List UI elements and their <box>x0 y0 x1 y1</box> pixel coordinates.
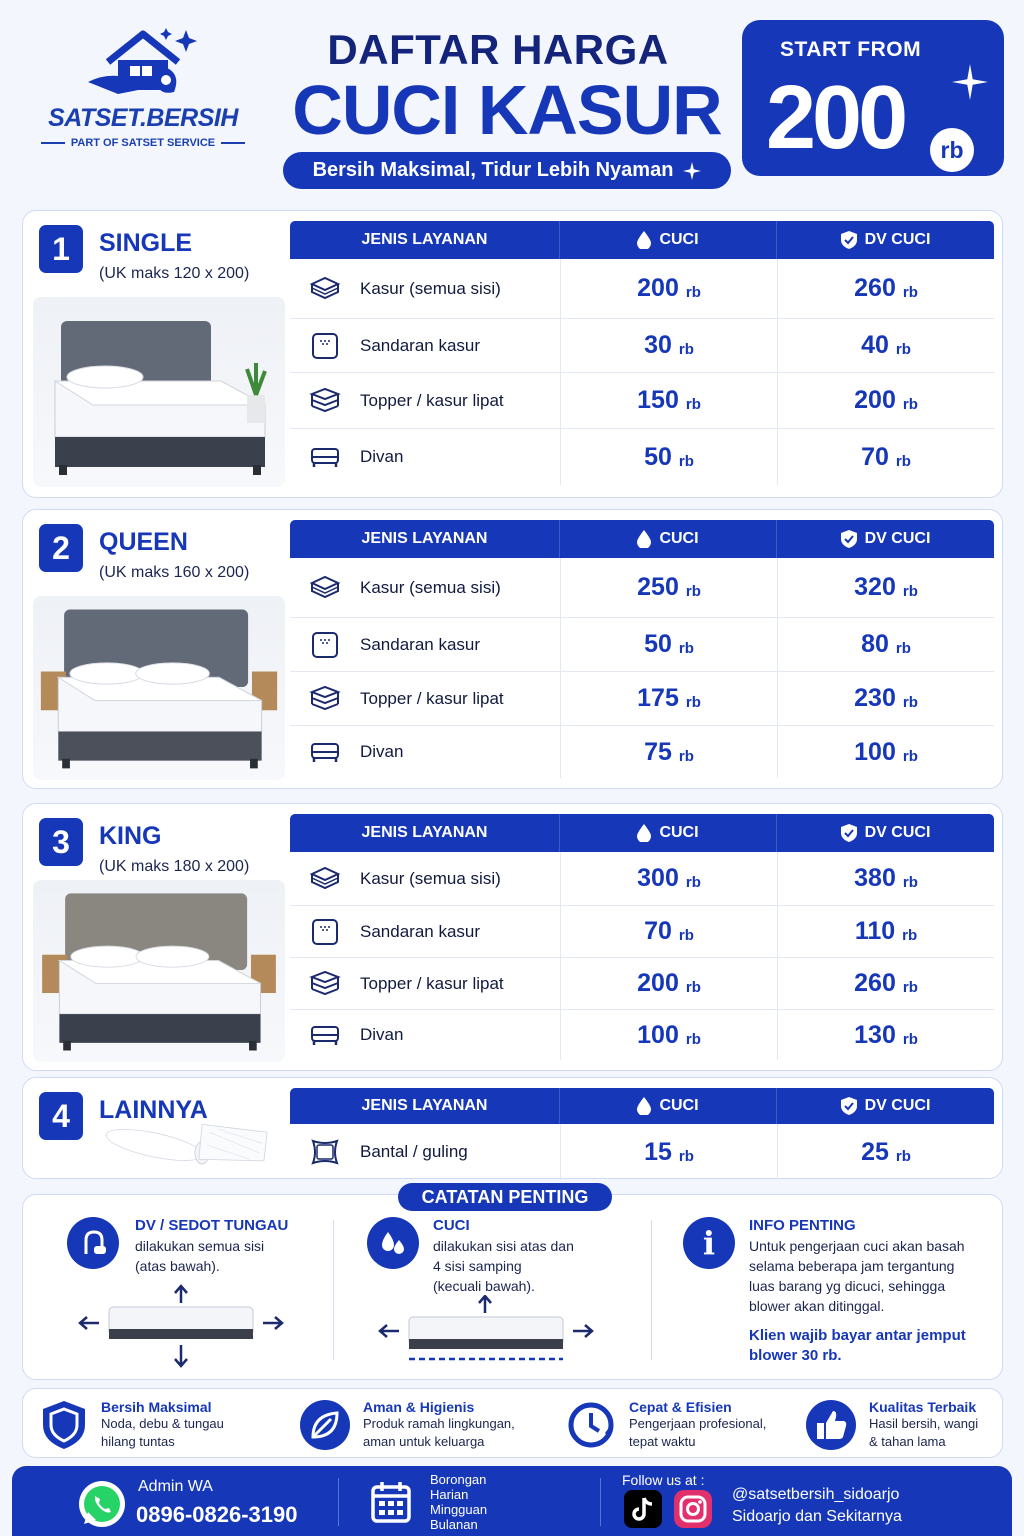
divan-icon <box>308 735 342 769</box>
table-row <box>290 618 994 672</box>
water-drop-icon <box>637 530 651 548</box>
price-cuci: 70 <box>644 917 672 945</box>
price-cuci: 200 <box>637 969 679 997</box>
price-dv: 260 <box>854 274 896 302</box>
table-row <box>290 373 994 429</box>
leaf-icon <box>299 1399 351 1451</box>
price-cuci: 250 <box>637 573 679 601</box>
header-dv: DV CUCI <box>777 221 994 259</box>
sparkle-icon <box>952 62 988 102</box>
note-info-bold: blower 30 rb. <box>749 1347 842 1364</box>
feature-text: tepat waktu <box>629 1434 696 1449</box>
mattress-icon <box>308 272 342 306</box>
header-cuci: CUCI <box>560 520 777 558</box>
pillow-bolster-image <box>83 1112 283 1170</box>
price-cuci: 200 <box>637 274 679 302</box>
shield-icon <box>39 1399 89 1451</box>
feature-title: Aman & Higienis <box>363 1399 475 1415</box>
headboard-icon <box>308 329 342 363</box>
service-name: Divan <box>360 447 404 466</box>
feature-title: Kualitas Terbaik <box>869 1399 977 1415</box>
section-name: LAINNYA <box>99 1096 208 1124</box>
water-drops-icon <box>367 1217 419 1269</box>
single-bed-image <box>33 297 285 487</box>
brand-name: SATSET.BERSIH <box>48 104 238 132</box>
section-king <box>22 803 1003 1071</box>
price-dv: 230 <box>854 684 896 712</box>
table-row <box>290 1124 994 1180</box>
vacuum-icon <box>67 1217 119 1269</box>
note-info-text: selama beberapa jam tergantung <box>749 1258 955 1274</box>
info-icon: i <box>683 1217 735 1269</box>
price-cuci: 175 <box>637 684 679 712</box>
shield-check-icon <box>841 231 857 249</box>
price-unit: rb <box>902 927 918 944</box>
tiktok-icon[interactable] <box>624 1490 662 1528</box>
table-header <box>290 1088 994 1124</box>
price-cuci: 50 <box>644 442 672 471</box>
header-service: JENIS LAYANAN <box>290 221 560 259</box>
shield-check-icon <box>841 1097 857 1115</box>
follow-label: Follow us at : <box>622 1472 705 1488</box>
divan-icon <box>308 1018 342 1052</box>
features-bar <box>22 1388 1003 1458</box>
table-row <box>290 958 994 1010</box>
notes-title: CATATAN PENTING <box>398 1183 612 1211</box>
pillow-icon <box>308 1135 342 1169</box>
section-name: SINGLE <box>99 229 193 257</box>
price-cuci: 15 <box>644 1137 672 1166</box>
table-row <box>290 1010 994 1060</box>
header-service: JENIS LAYANAN <box>290 1088 560 1124</box>
shield-check-icon <box>841 530 857 548</box>
section-name: QUEEN <box>99 528 188 556</box>
feature-text: aman untuk keluarga <box>363 1434 485 1449</box>
price-dv: 25 <box>861 1137 889 1166</box>
note-cuci-text: (kecuali bawah). <box>433 1278 535 1294</box>
social-handle[interactable]: @satsetbersih_sidoarjo <box>732 1486 900 1503</box>
price-dv: 110 <box>854 917 896 945</box>
headboard-icon <box>308 915 342 949</box>
price-dv: 260 <box>854 969 896 997</box>
service-name: Topper / kasur lipat <box>360 688 504 708</box>
price-cuci: 30 <box>644 331 672 359</box>
schedule-list <box>430 1472 487 1532</box>
price-unit: rb <box>678 452 694 470</box>
price-unit: rb <box>902 874 918 891</box>
section-queen <box>22 509 1003 789</box>
calendar-icon <box>370 1480 412 1524</box>
price-unit: rb <box>895 341 911 358</box>
note-info-bold: Klien wajib bayar antar jemput <box>749 1327 966 1344</box>
table-row <box>290 672 994 726</box>
tagline-badge: Bersih Maksimal, Tidur Lebih Nyaman <box>283 152 731 189</box>
price-unit: rb <box>902 396 918 413</box>
mattress-top-sides-diagram <box>373 1295 603 1373</box>
table-row <box>290 429 994 485</box>
price-table <box>290 1088 994 1180</box>
service-name: Kasur (semua sisi) <box>360 577 501 597</box>
header-cuci: CUCI <box>560 1088 777 1124</box>
price-unit: rb <box>902 747 918 765</box>
price-table <box>290 520 994 778</box>
price-dv: 70 <box>861 442 889 471</box>
price-unit: rb <box>685 979 701 996</box>
note-dv-heading: DV / SEDOT TUNGAU <box>135 1217 289 1234</box>
note-cuci-text: 4 sisi samping <box>433 1258 522 1274</box>
price-table <box>290 221 994 485</box>
note-cuci-heading: CUCI <box>433 1217 470 1234</box>
divan-icon <box>308 440 342 474</box>
header-service: JENIS LAYANAN <box>290 520 560 558</box>
section-number: 4 <box>39 1092 83 1140</box>
table-row <box>290 852 994 906</box>
shield-check-icon <box>841 824 857 842</box>
section-lainnya <box>22 1077 1003 1179</box>
price-unit: rb <box>685 874 701 891</box>
section-name: KING <box>99 822 162 850</box>
price-unit: rb <box>902 1030 918 1048</box>
water-drop-icon <box>637 1097 651 1115</box>
table-row <box>290 319 994 373</box>
price-dv: 40 <box>861 331 889 359</box>
mattress-icon <box>308 571 342 605</box>
service-name: Sandaran kasur <box>360 634 481 654</box>
price-unit: rb <box>678 1147 694 1165</box>
section-size: (UK maks 180 x 200) <box>99 858 250 875</box>
note-dv-text: dilakukan semua sisi <box>135 1238 265 1254</box>
price-unit: rb <box>902 979 918 996</box>
service-area: Sidoarjo dan Sekitarnya <box>732 1508 902 1525</box>
feature-text: Noda, debu & tungau <box>101 1416 224 1431</box>
schedule-item: Harian <box>430 1487 469 1502</box>
table-header <box>290 221 994 259</box>
price-cuci: 50 <box>644 630 672 658</box>
topper-icon <box>308 967 342 1001</box>
water-drop-icon <box>637 231 651 249</box>
instagram-icon[interactable] <box>674 1490 712 1528</box>
king-bed-image <box>33 880 285 1062</box>
service-name: Kasur (semua sisi) <box>360 278 501 298</box>
topper-icon <box>308 384 342 418</box>
footer-bar <box>12 1466 1012 1536</box>
price-unit: rb <box>678 341 694 358</box>
page-title: CUCI KASUR <box>292 71 722 149</box>
price-dv: 320 <box>854 573 896 601</box>
feature-text: & tahan lama <box>869 1434 946 1449</box>
price-dv: 80 <box>861 630 889 658</box>
house-clean-icon <box>78 22 208 102</box>
note-dv-text: (atas bawah). <box>135 1258 220 1274</box>
price-badge <box>742 20 1004 176</box>
headboard-icon <box>308 628 342 662</box>
price-label: START FROM <box>780 38 922 61</box>
feature-text: hilang tuntas <box>101 1434 175 1449</box>
thumbs-up-icon <box>805 1399 857 1451</box>
price-table <box>290 814 994 1060</box>
header-dv: DV CUCI <box>777 814 994 852</box>
admin-label: Admin WA <box>138 1478 213 1495</box>
notes-panel <box>22 1194 1003 1380</box>
service-name: Topper / kasur lipat <box>360 390 504 410</box>
table-row <box>290 558 994 618</box>
table-header <box>290 814 994 852</box>
note-info-text: luas barang yg dicuci, sehingga <box>749 1278 946 1294</box>
price-unit: rb <box>685 583 701 600</box>
service-name: Divan <box>360 742 404 761</box>
price-unit: rb <box>930 128 974 172</box>
section-single <box>22 210 1003 498</box>
price-cuci: 100 <box>637 1020 679 1049</box>
price-unit: rb <box>895 640 911 657</box>
price-unit: rb <box>902 583 918 600</box>
title-top: DAFTAR HARGA <box>327 26 669 73</box>
service-name: Sandaran kasur <box>360 335 481 355</box>
feature-text: Hasil bersih, wangi <box>869 1416 979 1431</box>
feature-title: Cepat & Efisien <box>629 1399 732 1415</box>
price-cuci: 75 <box>644 737 672 766</box>
schedule-item: Mingguan <box>430 1502 488 1517</box>
sparkle-icon <box>683 162 701 180</box>
price-value: 200 <box>766 68 905 168</box>
price-dv: 130 <box>854 1020 896 1049</box>
schedule-item: Bulanan <box>430 1517 478 1532</box>
price-unit: rb <box>895 452 911 470</box>
service-name: Topper / kasur lipat <box>360 973 504 993</box>
note-info-text: Untuk pengerjaan cuci akan basah <box>749 1238 965 1254</box>
price-unit: rb <box>902 694 918 711</box>
mattress-all-sides-diagram <box>75 1283 295 1373</box>
note-info-text: blower akan ditinggal. <box>749 1298 885 1314</box>
brand-subtitle: PART OF SATSET SERVICE <box>28 137 258 149</box>
section-size: (UK maks 160 x 200) <box>99 564 250 581</box>
section-number: 2 <box>39 524 83 572</box>
price-unit: rb <box>678 640 694 657</box>
feature-text: Pengerjaan profesional, <box>629 1416 767 1431</box>
price-unit: rb <box>895 1147 911 1165</box>
price-unit: rb <box>678 747 694 765</box>
brand-logo <box>28 22 258 162</box>
header-cuci: CUCI <box>560 221 777 259</box>
price-unit: rb <box>902 284 918 301</box>
table-row <box>290 259 994 319</box>
price-cuci: 150 <box>637 386 679 414</box>
table-row <box>290 726 994 778</box>
header-dv: DV CUCI <box>777 1088 994 1124</box>
note-cuci-text: dilakukan sisi atas dan <box>433 1238 574 1254</box>
price-dv: 200 <box>854 386 896 414</box>
queen-bed-image <box>33 596 285 780</box>
mattress-icon <box>308 862 342 896</box>
section-number: 1 <box>39 225 83 273</box>
section-number: 3 <box>39 818 83 866</box>
whatsapp-icon[interactable] <box>76 1478 128 1530</box>
header-service: JENIS LAYANAN <box>290 814 560 852</box>
feature-text: Produk ramah lingkungan, <box>363 1416 515 1431</box>
price-unit: rb <box>678 927 694 944</box>
water-drop-icon <box>637 824 651 842</box>
section-size: (UK maks 120 x 200) <box>99 265 250 282</box>
phone-number[interactable]: 0896-0826-3190 <box>136 1502 298 1527</box>
price-cuci: 300 <box>637 864 679 892</box>
table-row <box>290 906 994 958</box>
price-unit: rb <box>685 1030 701 1048</box>
price-dv: 100 <box>854 737 896 766</box>
schedule-item: Borongan <box>430 1472 487 1487</box>
service-name: Bantal / guling <box>360 1142 468 1161</box>
price-dv: 380 <box>854 864 896 892</box>
feature-title: Bersih Maksimal <box>101 1399 212 1415</box>
clock-icon <box>565 1399 617 1451</box>
note-info-heading: INFO PENTING <box>749 1217 856 1234</box>
table-header <box>290 520 994 558</box>
header-dv: DV CUCI <box>777 520 994 558</box>
price-unit: rb <box>685 396 701 413</box>
service-name: Divan <box>360 1025 404 1044</box>
header-cuci: CUCI <box>560 814 777 852</box>
service-name: Sandaran kasur <box>360 921 481 941</box>
service-name: Kasur (semua sisi) <box>360 868 501 888</box>
price-unit: rb <box>685 694 701 711</box>
price-unit: rb <box>685 284 701 301</box>
topper-icon <box>308 682 342 716</box>
